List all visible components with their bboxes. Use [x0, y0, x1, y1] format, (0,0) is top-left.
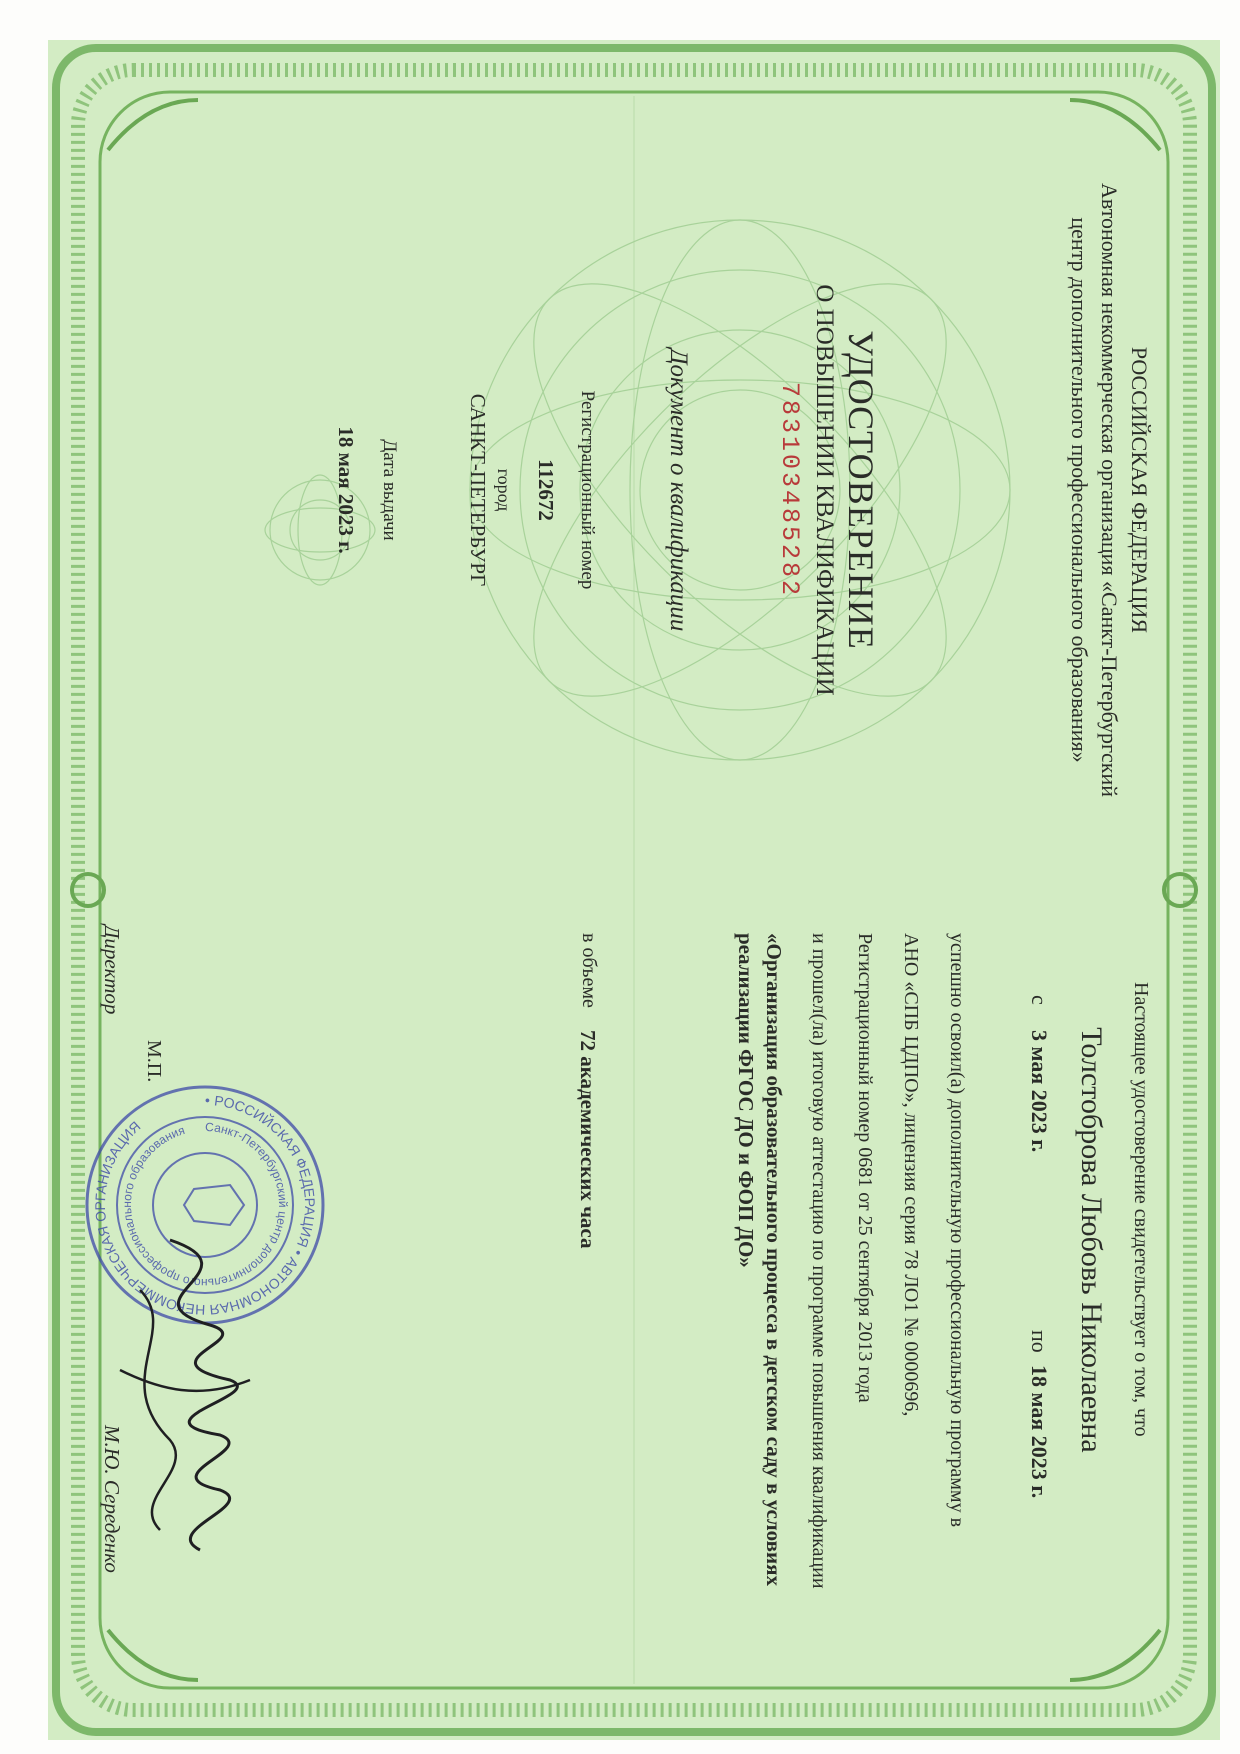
period-to-prefix: по — [1027, 1330, 1052, 1353]
document-title: УДОСТОВЕРЕНИЕ — [841, 330, 881, 650]
org-name-line2: центр дополнительного профессионального образования» — [1067, 217, 1092, 763]
volume-prefix: в объеме — [578, 933, 600, 1008]
period-from-prefix: с — [1027, 995, 1052, 1005]
license-registration-text: Регистрационный номер 0681 от 25 сентября 2013 года — [854, 933, 876, 1403]
license-text: АНО «СПБ ЦДПО», лицензия серия 78 ЛО1 № 0000696, — [900, 933, 922, 1417]
program-completed-text: успешно освоил(а) дополнительную профессиональную программу в — [946, 933, 968, 1528]
attestation-text: и прошел(ла) итоговую аттестацию по программе повышения квалификации — [808, 933, 830, 1589]
issue-date-label: Дата выдачи — [379, 439, 400, 541]
program-name-line1: «Организация образовательного процесса в детском саду в условиях — [762, 933, 786, 1586]
recipient-name: Толстоброва Любовь Николаевна — [1075, 1027, 1108, 1453]
city-name: САНКТ-ПЕТЕРБУРГ — [466, 393, 490, 587]
seal-outer-text: • РОССИЙСКАЯ ФЕДЕРАЦИЯ • АВТОНОМНАЯ НЕКОММЕРЧЕСКАЯ ОРГАНИЗАЦИЯ — [91, 1091, 319, 1319]
period-from-date: 3 мая 2023 г. — [1027, 1030, 1052, 1153]
certificate-intro: Настоящее удостоверение свидетельствует о том, что — [1130, 982, 1152, 1437]
period-to-date: 18 мая 2023 г. — [1027, 1365, 1052, 1499]
director-name: М.Ю. Середенко — [100, 1425, 124, 1573]
rotated-content — [48, 40, 1220, 1740]
org-name-line1: Автономная некоммерческая организация «Санкт-Петербургский — [1097, 182, 1122, 798]
guilloche-small-rosette — [260, 470, 380, 590]
director-label: Директор — [100, 925, 124, 1015]
registration-number: 112672 — [534, 459, 558, 521]
seal-inner-text: Санкт-Петербургский центр дополнительного профессионального образования — [119, 1119, 291, 1291]
document-type: Документ о квалификации — [665, 348, 692, 632]
document-subtitle: О ПОВЫШЕНИИ КВАЛИФИКАЦИИ — [811, 284, 838, 696]
country-name: РОССИЙСКАЯ ФЕДЕРАЦИЯ — [1127, 346, 1152, 634]
study-hours: 72 академических часа — [576, 1030, 600, 1249]
registration-label: Регистрационный номер — [577, 390, 598, 590]
city-label: город — [494, 468, 514, 512]
stamp-place-label: М.П. — [143, 1040, 165, 1083]
issue-date: 18 мая 2023 г. — [334, 426, 358, 554]
program-name-line2: реализации ФГОС ДО и ФОП ДО» — [734, 933, 758, 1268]
certificate-sheet — [48, 40, 1220, 1740]
serial-number: 783103485282 — [775, 381, 804, 599]
guilloche-rosette — [440, 190, 1040, 790]
